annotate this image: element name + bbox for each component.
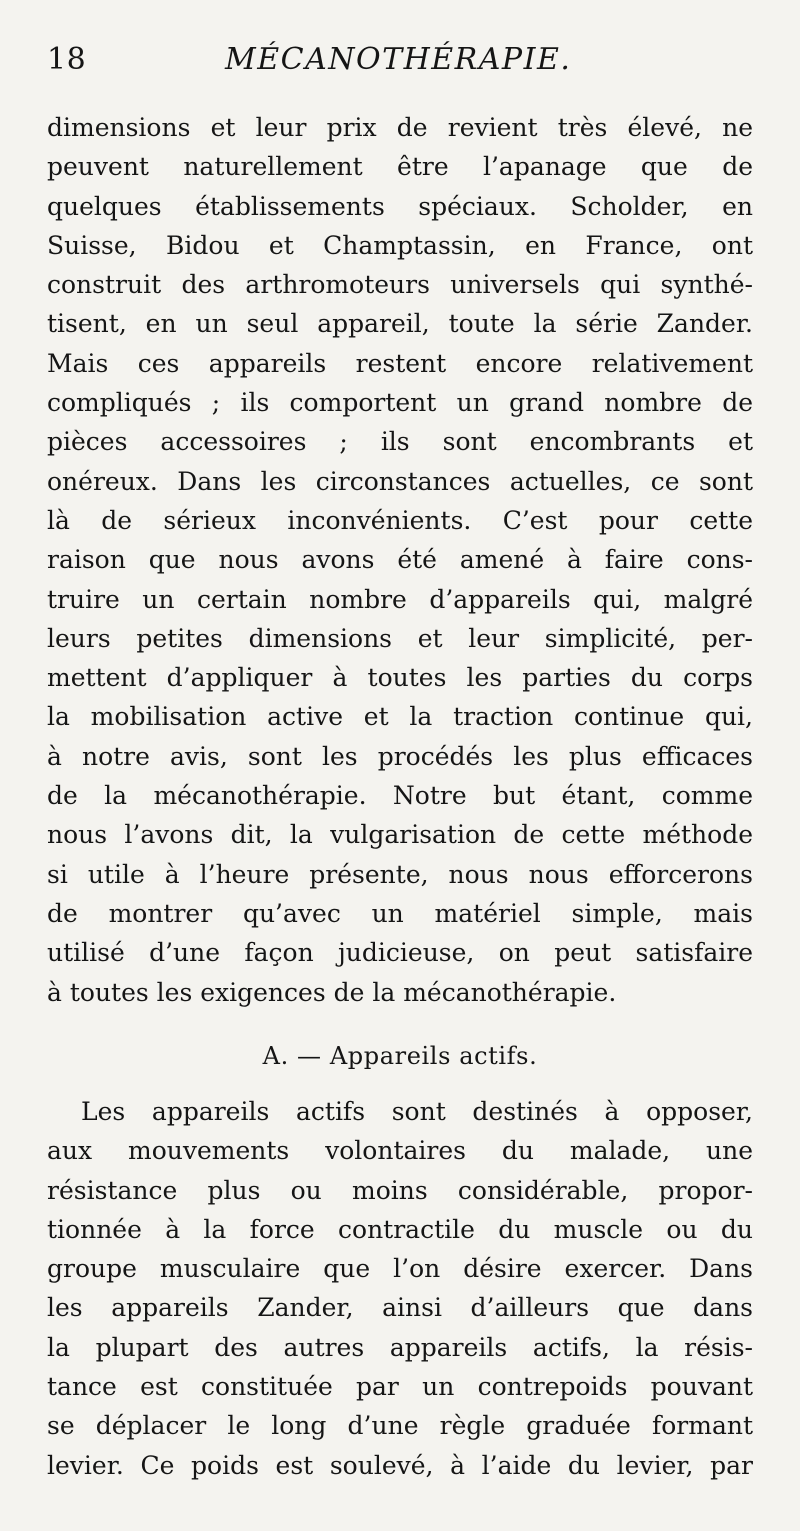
- page-number: 18: [47, 42, 87, 77]
- text-line: aux mouvements volontaires du malade, une: [47, 1136, 753, 1166]
- running-title: MÉCANOTHÉRAPIE.: [225, 42, 572, 77]
- text-line: truire un certain nombre d’appareils qui, malgré: [47, 584, 753, 614]
- text-line: Mais ces appareils restent encore relativement: [47, 348, 753, 378]
- text-line: onéreux. Dans les circonstances actuelles, ce sont: [47, 466, 753, 496]
- text-line: groupe musculaire que l’on désire exercer. Dans: [47, 1254, 753, 1284]
- text-line: construit des arthromoteurs universels qui synthé-: [47, 270, 753, 300]
- text-line: dimensions et leur prix de revient très élevé, ne: [47, 113, 753, 142]
- text-line: de montrer qu’avec un matériel simple, mais: [47, 898, 753, 928]
- text-line: utilisé d’une façon judicieuse, on peut satisfaire: [47, 938, 753, 968]
- text-line: tance est constituée par un contrepoids pouvant: [47, 1372, 753, 1402]
- text-line: compliqués ; ils comportent un grand nombre de: [47, 388, 753, 418]
- text-line: nous l’avons dit, la vulgarisation de cette méthode: [47, 820, 753, 850]
- text-line: la mobilisation active et la traction continue qui,: [47, 702, 753, 732]
- text-line: levier. Ce poids est soulevé, à l’aide du levier, par: [47, 1450, 753, 1480]
- text-line: résistance plus ou moins considérable, propor-: [47, 1175, 753, 1205]
- text-line: les appareils Zander, ainsi d’ailleurs que dans: [47, 1293, 753, 1323]
- text-line: à notre avis, sont les procédés les plus efficaces: [47, 741, 753, 771]
- page-header: [47, 40, 757, 80]
- text-line: de la mécanothérapie. Notre but étant, comme: [47, 781, 753, 811]
- text-line: à toutes les exigences de la mécanothérapie.: [47, 977, 617, 1007]
- text-line: leurs petites dimensions et leur simplicité, per-: [47, 623, 753, 653]
- text-line: raison que nous avons été amené à faire cons-: [47, 545, 753, 575]
- paragraph-2: [47, 1092, 753, 1485]
- text-line: la plupart des autres appareils actifs, la résis-: [47, 1332, 753, 1362]
- text-line: pièces accessoires ; ils sont encombrants et: [47, 427, 753, 457]
- text-line: là de sérieux inconvénients. C’est pour cette: [47, 505, 753, 535]
- text-line: Les appareils actifs sont destinés à opposer,: [81, 1097, 753, 1126]
- text-line: tisent, en un seul appareil, toute la série Zander.: [47, 309, 753, 339]
- text-line: Suisse, Bidou et Champtassin, en France, ont: [47, 230, 753, 260]
- paragraph-1: [47, 108, 753, 1012]
- text-line: peuvent naturellement être l’apanage que de: [47, 152, 753, 182]
- text-line: si utile à l’heure présente, nous nous efforcerons: [47, 859, 753, 889]
- text-line: mettent d’appliquer à toutes les parties du corps: [47, 663, 753, 693]
- text-line: se déplacer le long d’une règle graduée formant: [47, 1411, 753, 1441]
- section-heading: A. — Appareils actifs.: [262, 1042, 538, 1070]
- text-line: quelques établissements spéciaux. Scholder, en: [47, 191, 753, 221]
- text-line: tionnée à la force contractile du muscle ou du: [47, 1214, 753, 1244]
